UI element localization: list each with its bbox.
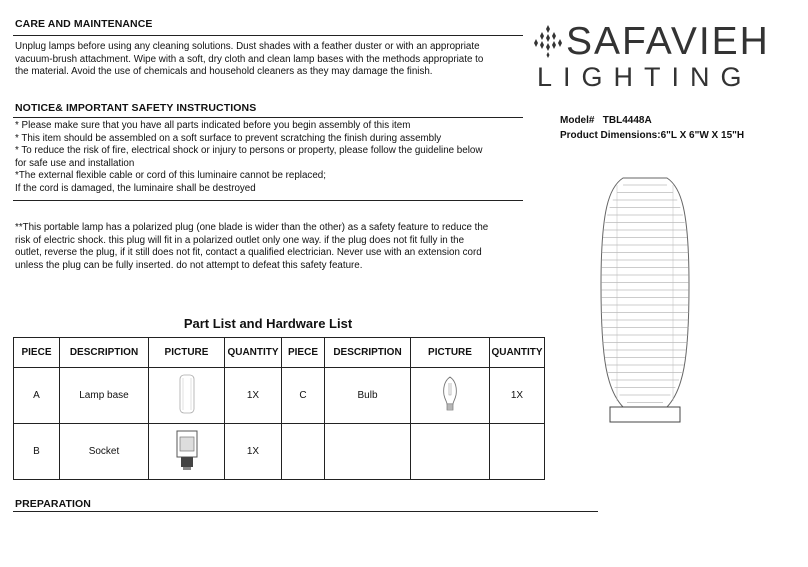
preparation-divider (13, 511, 598, 512)
dimensions-line (560, 130, 744, 141)
brand-name: SAFAVIEH (566, 20, 770, 63)
care-divider (13, 35, 523, 36)
safety-line: for safe use and installation (15, 157, 135, 169)
safety-heading: NOTICE& IMPORTANT SAFETY INSTRUCTIONS (15, 102, 257, 114)
safety-text (15, 120, 525, 196)
piece-cell: C (282, 368, 325, 424)
picture-cell (411, 424, 490, 480)
quantity-cell: 1X (225, 368, 282, 424)
safety-divider (13, 117, 523, 118)
piece-cell: B (14, 424, 60, 480)
description-cell (325, 424, 411, 480)
safety-line: If the cord is damaged, the luminaire shall be destroyed (15, 182, 256, 194)
safety-line: * This item should be assembled on a soft surface to prevent scratching the finish during assembly (15, 132, 442, 144)
socket-icon (172, 429, 202, 471)
header-description: DESCRIPTION (325, 338, 411, 368)
plug-notice (15, 222, 525, 272)
care-line: the material. Avoid the use of chemicals and household cleaners as they may damage the finish. (15, 66, 433, 78)
header-quantity: QUANTITY (490, 338, 545, 368)
picture-cell (149, 368, 225, 424)
header-piece: PIECE (14, 338, 60, 368)
care-line: vacuum-brush attachment. Wipe with a soft, dry cloth and clean lamp bases with the methods appropriate to (15, 53, 484, 65)
brand-subtitle: LIGHTING (537, 62, 753, 92)
piece-cell: A (14, 368, 60, 424)
dimensions-value: 6"L X 6"W X 15"H (660, 130, 745, 141)
care-line: Unplug lamps before using any cleaning solutions. Dust shades with a feather duster or with an appropriate (15, 41, 480, 52)
model-line (560, 115, 652, 126)
description-cell: Socket (60, 424, 149, 480)
safety-line: * To reduce the risk of fire, electrical shock or injury to persons or property, please follow the guideline below (15, 145, 483, 157)
description-cell: Lamp base (60, 368, 149, 424)
care-text (15, 41, 525, 79)
bulb-icon (442, 375, 458, 413)
header-picture: PICTURE (411, 338, 490, 368)
header-quantity: QUANTITY (225, 338, 282, 368)
plug-line: unless the plug can be fully inserted. do not attempt to defeat this safety feature. (15, 259, 363, 271)
care-heading: CARE AND MAINTENANCE (15, 18, 153, 30)
plug-line: outlet, reverse the plug, if it still does not fit, contact a qualified electrician. Never use with an extension cord (15, 247, 482, 259)
safety-line: * Please make sure that you have all parts indicated before you begin assembly of this item (15, 120, 411, 131)
picture-cell (411, 368, 490, 424)
preparation-heading: PREPARATION (15, 498, 91, 510)
safavieh-chandelier-logo-icon (533, 24, 563, 58)
header-picture: PICTURE (149, 338, 225, 368)
model-label: Model# (560, 115, 595, 126)
table-row (14, 368, 545, 424)
safety-bottom-divider (13, 200, 523, 201)
quantity-cell: 1X (225, 424, 282, 480)
plug-line: risk of electric shock. this plug will fit in a polarized outlet only one way. if the plug does not fit fully in the (15, 234, 465, 246)
lamp-base-icon (179, 374, 195, 414)
parts-title: Part List and Hardware List (183, 316, 353, 331)
header-piece: PIECE (282, 338, 325, 368)
parts-table (13, 337, 545, 480)
quantity-cell: 1X (490, 368, 545, 424)
header-description: DESCRIPTION (60, 338, 149, 368)
model-number: TBL4448A (602, 115, 652, 126)
quantity-cell (490, 424, 545, 480)
picture-cell (149, 424, 225, 480)
plug-line: **This portable lamp has a polarized plug (one blade is wider than the other) as a safety feature to reduce the (15, 222, 489, 233)
piece-cell (282, 424, 325, 480)
lamp-illustration (595, 175, 695, 427)
table-header-row (14, 338, 545, 368)
safety-line: *The external flexible cable or cord of this luminaire cannot be replaced; (15, 170, 326, 182)
table-row (14, 424, 545, 480)
description-cell: Bulb (325, 368, 411, 424)
dimensions-label: Product Dimensions: (560, 130, 661, 141)
